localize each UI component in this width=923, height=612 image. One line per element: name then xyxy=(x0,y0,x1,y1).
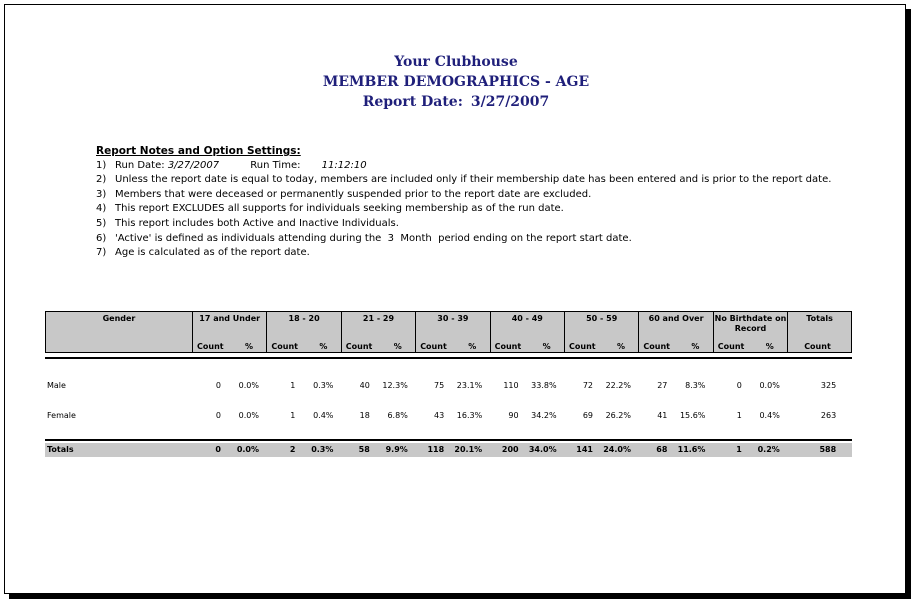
percent-subheader: % xyxy=(468,342,477,351)
age-group-header xyxy=(713,312,787,352)
note-number: 1) xyxy=(96,159,107,171)
demographics-table xyxy=(45,311,852,454)
totals-header-cell xyxy=(787,312,851,352)
age-group-label: 17 and Under xyxy=(199,314,261,323)
count-cell: 1 xyxy=(290,381,296,390)
note-line-3 xyxy=(96,188,831,203)
percent-subheader: % xyxy=(319,342,328,351)
page-shadow-right xyxy=(906,9,911,599)
note-number: 4) xyxy=(96,203,107,215)
count-cell: 90 xyxy=(508,411,519,420)
percent-cell: 24.0% xyxy=(603,445,631,454)
page-shadow-bottom xyxy=(9,594,911,599)
count-cell: 2 xyxy=(289,445,296,454)
percent-cell: 0.2% xyxy=(757,445,780,454)
note-line-6 xyxy=(96,232,831,247)
age-group-header xyxy=(192,312,266,352)
count-cell: 0 xyxy=(215,381,221,390)
count-cell: 72 xyxy=(582,381,593,390)
count-subheader: Count xyxy=(345,342,373,351)
run-time-label: Run Time: xyxy=(250,159,301,171)
totals-header: Totals xyxy=(806,314,833,323)
percent-cell: 23.1% xyxy=(456,381,483,390)
percent-cell: 16.3% xyxy=(456,411,483,420)
age-group-header xyxy=(266,312,340,352)
notes-title: Report Notes and Option Settings: xyxy=(96,145,301,157)
count-cell: 58 xyxy=(358,445,370,454)
age-group-label: No Birthdate on Record xyxy=(714,314,787,333)
totals-rule xyxy=(45,439,852,441)
row-label: Female xyxy=(47,411,76,420)
percent-cell: 15.6% xyxy=(679,411,706,420)
age-group-header xyxy=(341,312,415,352)
row-label: Male xyxy=(47,381,66,390)
percent-cell: 34.0% xyxy=(528,445,557,454)
count-subheader: Count xyxy=(197,342,224,351)
note-number: 3) xyxy=(96,188,107,200)
count-cell: 1 xyxy=(736,411,742,420)
note-line-7 xyxy=(96,246,831,261)
table-header xyxy=(45,311,852,353)
percent-subheader: % xyxy=(245,342,254,351)
table-row xyxy=(45,379,852,393)
count-cell: 27 xyxy=(657,381,668,390)
row-total-cell: 325 xyxy=(820,381,837,390)
count-cell: 41 xyxy=(657,411,668,420)
run-date-label: Run Date: xyxy=(115,159,165,171)
count-cell: 110 xyxy=(503,381,519,390)
count-subheader: Count xyxy=(804,342,831,351)
report-notes xyxy=(96,144,831,261)
age-group-label: 18 - 20 xyxy=(288,314,320,323)
percent-cell: 0.4% xyxy=(313,411,334,420)
report-title: MEMBER DEMOGRAPHICS - AGE xyxy=(322,74,590,90)
percent-cell: 8.3% xyxy=(685,381,706,390)
row-total-cell: 263 xyxy=(820,411,837,420)
gender-header: Gender xyxy=(102,314,136,323)
count-subheader: Count xyxy=(643,342,670,351)
age-group-header xyxy=(490,312,564,352)
percent-subheader: % xyxy=(765,342,774,351)
percent-subheader: % xyxy=(617,342,626,351)
run-date-value: 3/27/2007 xyxy=(167,159,220,171)
count-subheader: Count xyxy=(494,342,522,351)
count-subheader: Count xyxy=(271,342,298,351)
report-header xyxy=(5,52,907,112)
percent-cell: 12.3% xyxy=(382,381,408,390)
count-cell: 1 xyxy=(290,411,296,420)
age-group-header xyxy=(564,312,638,352)
age-group-label: 21 - 29 xyxy=(362,314,395,323)
note-text: This report includes both Active and Inactive Individuals. xyxy=(115,217,399,229)
note-text: Members that were deceased or permanently suspended prior to the report date are excluded. xyxy=(115,188,592,200)
note-number: 5) xyxy=(96,217,107,229)
percent-cell: 0.4% xyxy=(759,411,780,420)
header-rule xyxy=(45,357,852,359)
org-name: Your Clubhouse xyxy=(394,54,518,70)
note-text: This report EXCLUDES all supports for individuals seeking membership as of the run date. xyxy=(115,203,564,215)
count-cell: 40 xyxy=(359,381,370,390)
percent-subheader: % xyxy=(542,342,551,351)
percent-cell: 0.3% xyxy=(313,381,334,390)
count-subheader: Count xyxy=(717,342,745,351)
note-text: 'Active' is defined as individuals attending during the 3 Month period ending on the report start date. xyxy=(115,232,632,244)
note-number: 6) xyxy=(96,232,107,244)
note-number: 7) xyxy=(96,247,107,259)
report-date xyxy=(5,92,907,112)
count-cell: 68 xyxy=(656,445,668,454)
count-subheader: Count xyxy=(569,342,596,351)
age-group-label: 60 and Over xyxy=(648,314,704,323)
count-cell: 75 xyxy=(434,381,445,390)
age-group-header xyxy=(638,312,712,352)
gender-header-cell xyxy=(46,312,192,352)
run-time-value: 11:12:10 xyxy=(321,159,367,171)
count-cell: 0 xyxy=(215,411,221,420)
count-cell: 43 xyxy=(434,411,445,420)
percent-subheader: % xyxy=(691,342,700,351)
note-line-4 xyxy=(96,202,831,217)
percent-cell: 20.1% xyxy=(454,445,483,454)
percent-subheader: % xyxy=(393,342,402,351)
note-line-2 xyxy=(96,173,831,188)
percent-cell: 0.0% xyxy=(238,411,259,420)
percent-cell: 0.0% xyxy=(759,381,780,390)
note-number: 2) xyxy=(96,174,107,186)
report-date-value: 3/27/2007 xyxy=(470,94,550,110)
percent-cell: 33.8% xyxy=(531,381,557,390)
count-cell: 18 xyxy=(359,411,370,420)
count-cell: 0 xyxy=(215,445,221,454)
count-cell: 69 xyxy=(582,411,593,420)
age-group-label: 50 - 59 xyxy=(586,314,618,323)
note-text: Age is calculated as of the report date. xyxy=(115,247,310,259)
count-cell: 1 xyxy=(736,445,742,454)
count-cell: 0 xyxy=(736,381,742,390)
table-row xyxy=(45,409,852,423)
percent-cell: 26.2% xyxy=(605,411,631,420)
note-text: Unless the report date is equal to today, members are included only if their membership date has been entered and is prior to the report date. xyxy=(115,174,832,186)
percent-cell: 34.2% xyxy=(531,411,557,420)
age-group-label: 30 - 39 xyxy=(437,314,469,323)
percent-cell: 0.0% xyxy=(238,381,259,390)
count-subheader: Count xyxy=(420,342,447,351)
age-group-label: 40 - 49 xyxy=(511,314,543,323)
row-label: Totals xyxy=(47,445,74,454)
note-line-1 xyxy=(96,159,831,174)
row-total-cell: 588 xyxy=(819,445,837,454)
report-page xyxy=(4,4,906,594)
count-cell: 118 xyxy=(427,445,445,454)
percent-cell: 6.8% xyxy=(387,411,408,420)
count-cell: 141 xyxy=(576,445,593,454)
percent-cell: 22.2% xyxy=(605,381,631,390)
report-date-label: Report Date: xyxy=(362,94,463,110)
totals-row xyxy=(45,443,852,457)
percent-cell: 0.0% xyxy=(236,445,259,454)
percent-cell: 9.9% xyxy=(385,445,408,454)
percent-cell: 0.3% xyxy=(311,445,334,454)
percent-cell: 11.6% xyxy=(677,445,706,454)
count-cell: 200 xyxy=(501,445,519,454)
age-group-header xyxy=(415,312,489,352)
note-line-5 xyxy=(96,217,831,232)
